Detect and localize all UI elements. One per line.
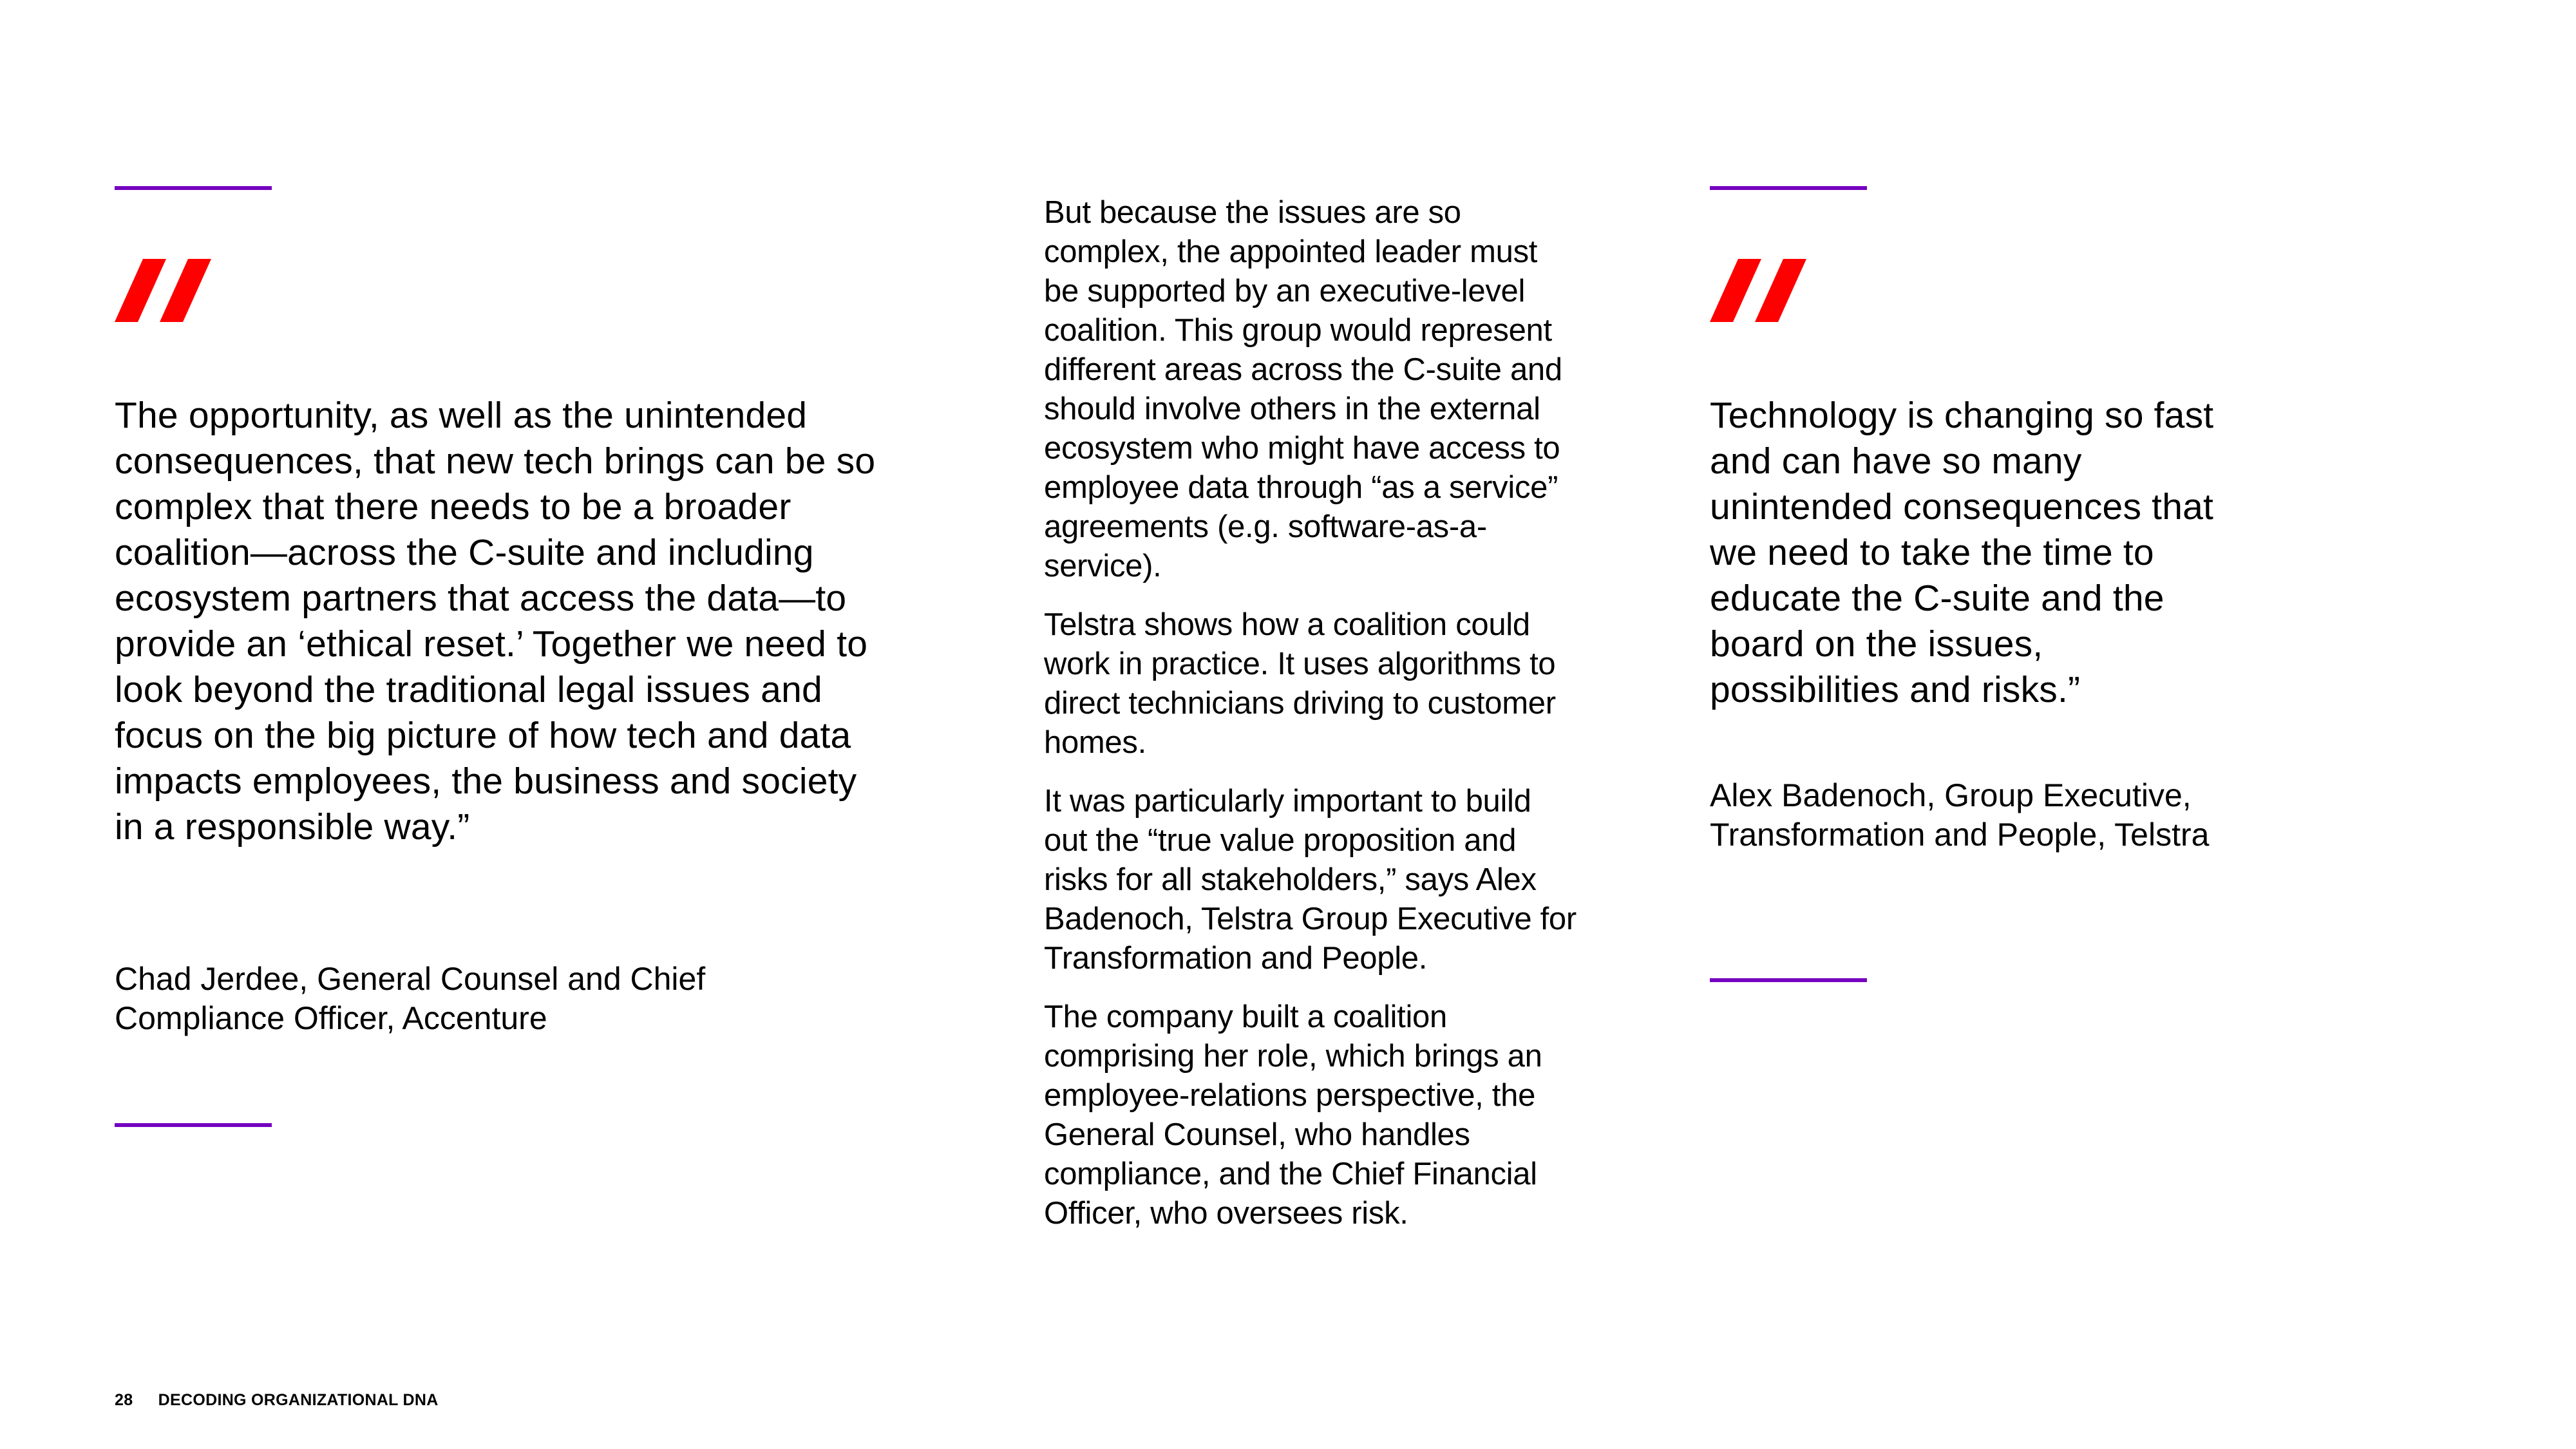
right-quote-attribution: Alex Badenoch, Group Executive, Transformation and People, Telstra — [1710, 777, 2210, 853]
right-bottom-divider — [1710, 978, 1867, 982]
body-paragraph: But because the issues are so complex, the appointed leader must be supported by an executive-level coalition. This group would represent different areas across the C-suite and should involve others in the external ecosystem who might have access to employee data through “as a service” agreements (e.g. software-as-a-service). — [1044, 195, 1562, 583]
left-quote-attribution: Chad Jerdee, General Counsel and Chief Compliance Officer, Accenture — [115, 961, 706, 1036]
open-quote-icon — [115, 259, 211, 322]
left-bottom-divider — [115, 1123, 272, 1127]
page-number: 28 — [115, 1391, 133, 1409]
body-paragraph: It was particularly important to build out the “true value proposition and risks for all stakeholders,” says Alex Badenoch, Telstra Group Executive for Transformation and People. — [1044, 784, 1577, 976]
open-quote-icon — [1710, 259, 1806, 322]
body-text-column — [1044, 193, 1578, 1253]
body-paragraph: The company built a coalition comprising her role, which brings an employee-relations perspective, the General Counsel, who handles compliance, and the Chief Financial Officer, who oversees risk. — [1044, 999, 1542, 1231]
left-pull-quote: The opportunity, as well as the unintended consequences, that new tech brings can be so complex that there needs to be a broader coalition—across the C-suite and including ecosystem partners that access the data—to provide an ‘ethical reset.’ Together we need to look beyond the traditional legal issues and focus on the big picture of how tech and data impacts employees, the business and society in a responsible way.” — [115, 395, 876, 848]
page-footer — [115, 1391, 439, 1410]
publication-title: DECODING ORGANIZATIONAL DNA — [158, 1391, 439, 1409]
body-paragraph: Telstra shows how a coalition could work in practice. It uses algorithms to direct technicians driving to customer homes. — [1044, 607, 1556, 760]
left-top-divider — [115, 186, 272, 190]
right-pull-quote: Technology is changing so fast and can have so many unintended consequences that we need to take the time to educate the C-suite and the board on the issues, possibilities and risks.” — [1710, 395, 2214, 710]
right-top-divider — [1710, 186, 1867, 190]
